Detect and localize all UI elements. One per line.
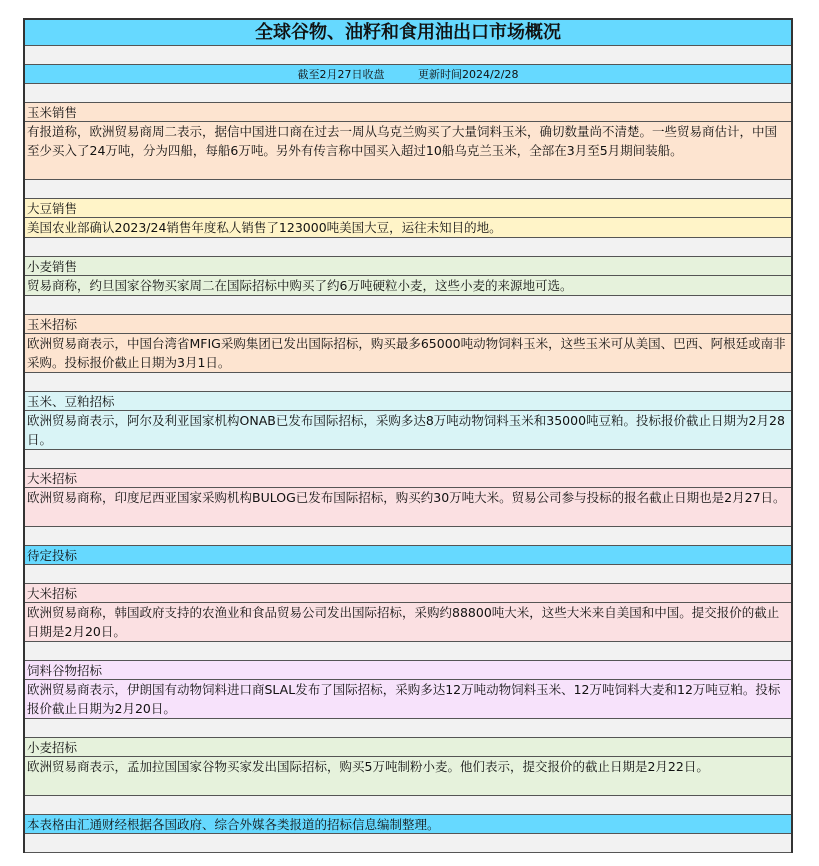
section-heading-feed-grain-tender: 饲料谷物招标 [25,661,791,680]
blank-row [25,450,791,469]
section-heading-corn-soymeal-tender: 玉米、豆粕招标 [25,392,791,411]
blank-row [25,296,791,315]
blank-row [25,834,791,853]
section-heading-rice-tender-pending: 大米招标 [25,584,791,603]
pending-tenders-label: 待定投标 [25,546,791,565]
meta-row [25,65,791,84]
blank-row [25,796,791,815]
section-body-rice-tender: 欧洲贸易商称，印度尼西亚国家采购机构BULOG已发布国际招标，购买约30万吨大米。贸易公司参与投标的报名截止日期也是2月27日。 [25,488,791,527]
cutoff-text: 截至2月27日收盘 [297,68,385,81]
blank-row [25,642,791,661]
blank-row [25,373,791,392]
updated-text: 更新时间2024/2/28 [418,68,519,81]
section-heading-corn-tender: 玉米招标 [25,315,791,334]
section-body-feed-grain-tender: 欧洲贸易商表示，伊朗国有动物饲料进口商SLAL发布了国际招标，采购多达12万吨动物饲料玉米、12万吨饲料大麦和12万吨豆粕。投标报价截止日期为2月20日。 [25,680,791,719]
blank-row [25,719,791,738]
section-heading-wheat-tender: 小麦招标 [25,738,791,757]
blank-row [25,180,791,199]
market-overview-table [23,18,793,853]
section-body-wheat-sales: 贸易商称，约旦国家谷物买家周二在国际招标中购买了约6万吨硬粒小麦，这些小麦的来源地可选。 [25,276,791,296]
blank-row [25,46,791,65]
section-heading-wheat-sales: 小麦销售 [25,257,791,276]
section-heading-rice-tender: 大米招标 [25,469,791,488]
table-title: 全球谷物、油籽和食用油出口市场概况 [25,20,791,46]
blank-row [25,84,791,103]
section-heading-soy-sales: 大豆销售 [25,199,791,218]
section-body-corn-tender: 欧洲贸易商表示，中国台湾省MFIG采购集团已发出国际招标，购买最多65000吨动物饲料玉米，这些玉米可从美国、巴西、阿根廷或南非采购。投标报价截止日期为3月1日。 [25,334,791,373]
section-heading-corn-sales: 玉米销售 [25,103,791,122]
blank-row [25,527,791,546]
section-body-rice-tender-pending: 欧洲贸易商称，韩国政府支持的农渔业和食品贸易公司发出国际招标，采购约88800吨大米，这些大米来自美国和中国。提交报价的截止日期是2月20日。 [25,603,791,642]
footer-note: 本表格由汇通财经根据各国政府、综合外媒各类报道的招标信息编制整理。 [25,815,791,834]
section-body-corn-sales: 有报道称，欧洲贸易商周二表示，据信中国进口商在过去一周从乌克兰购买了大量饲料玉米，确切数量尚不清楚。一些贸易商估计，中国至少买入了24万吨，分为四船，每船6万吨。另外有传言称中国买入超过10船乌克兰玉米，全部在3月至5月期间装船。 [25,122,791,180]
blank-row [25,238,791,257]
section-body-wheat-tender: 欧洲贸易商表示，孟加拉国国家谷物买家发出国际招标，购买5万吨制粉小麦。他们表示，提交报价的截止日期是2月22日。 [25,757,791,796]
section-body-corn-soymeal-tender: 欧洲贸易商表示，阿尔及利亚国家机构ONAB已发布国际招标，采购多达8万吨动物饲料玉米和35000吨豆粕。投标报价截止日期为2月28日。 [25,411,791,450]
section-body-soy-sales: 美国农业部确认2023/24销售年度私人销售了123000吨美国大豆，运往未知目的地。 [25,218,791,238]
blank-row [25,565,791,584]
